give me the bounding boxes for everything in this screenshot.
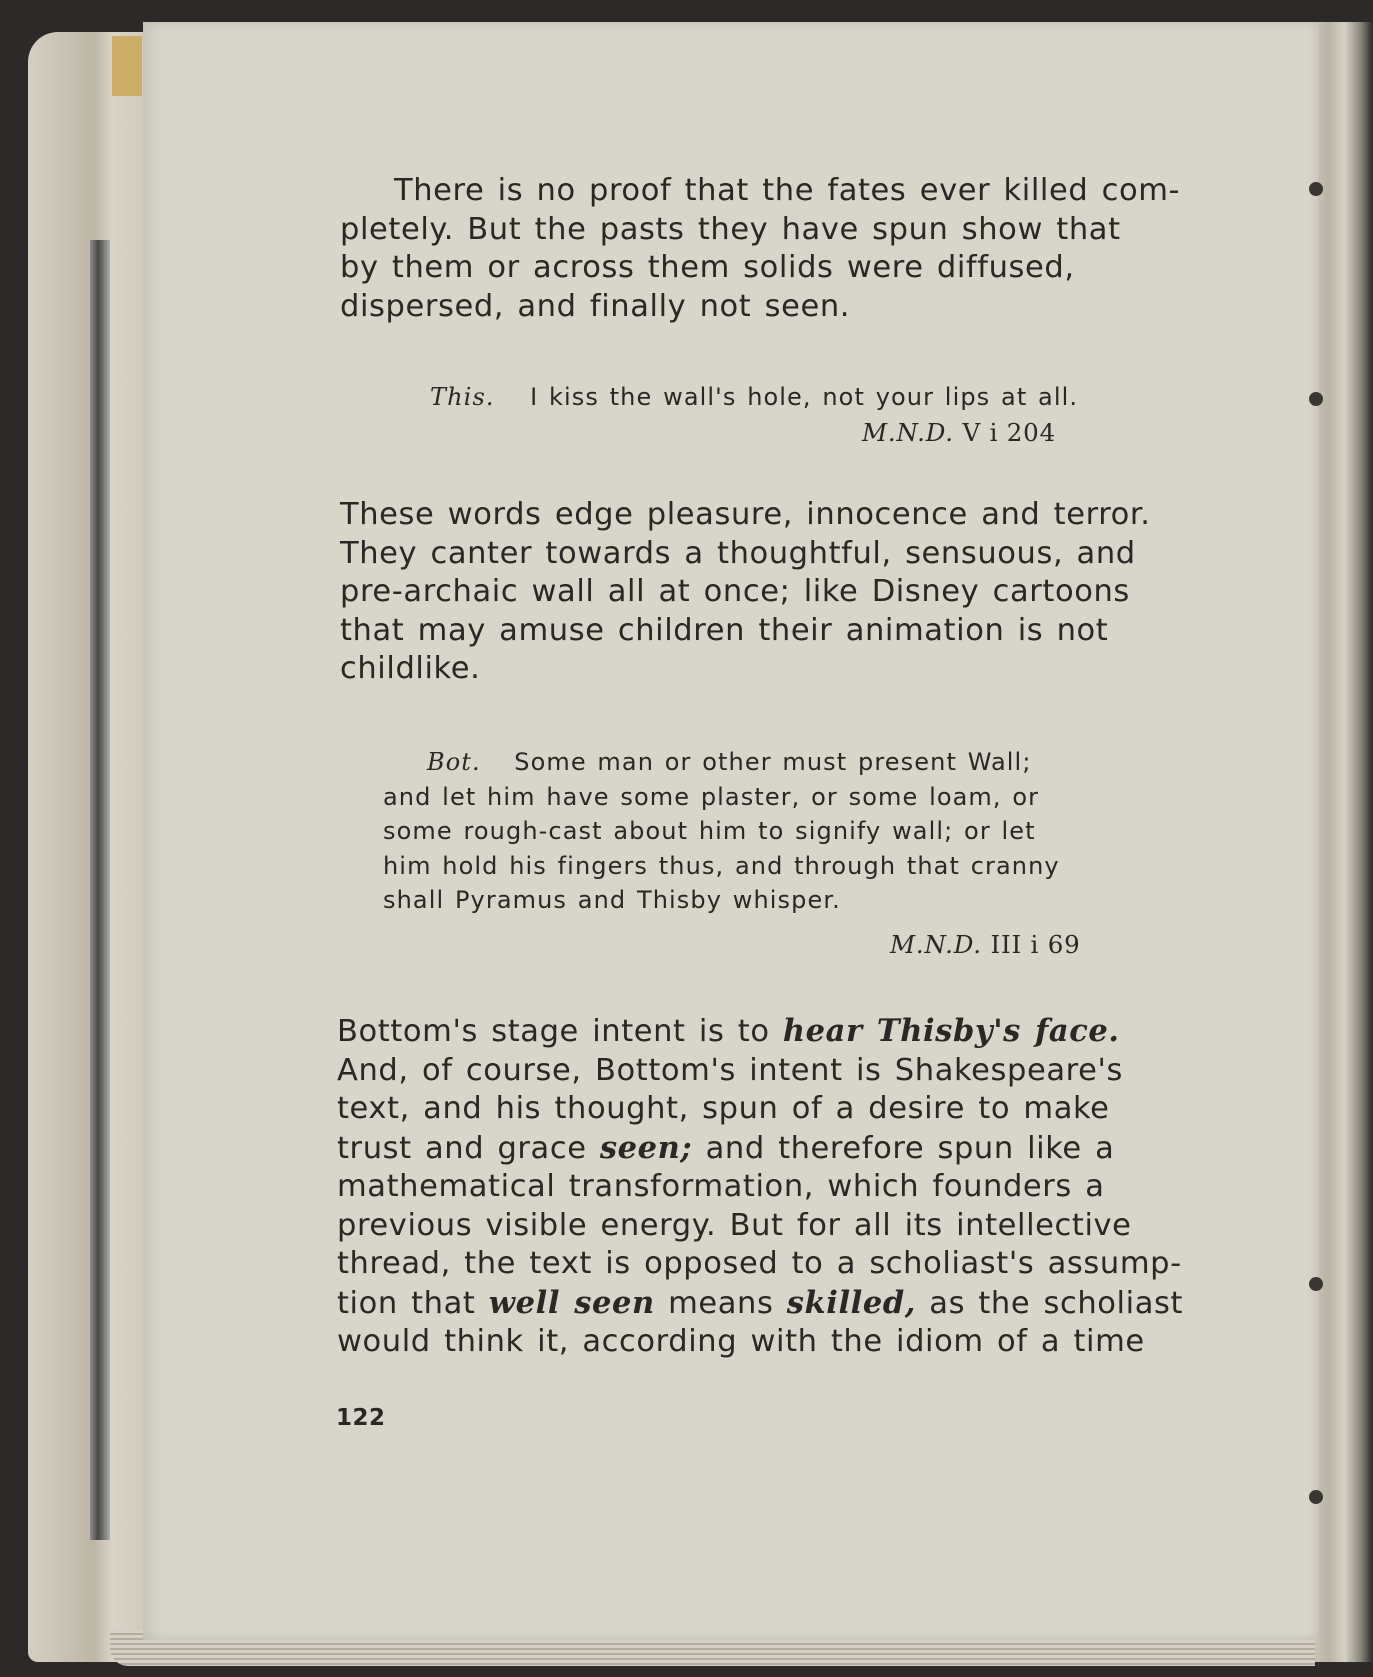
- spine-tab: [112, 36, 142, 96]
- paragraph-line: [337, 1129, 1167, 1169]
- quote-speaker: This.: [430, 383, 495, 411]
- paragraph-line: And, of course, Bottom's intent is Shakespeare's: [337, 1052, 1123, 1088]
- text-run: tion that: [337, 1285, 489, 1321]
- quote-text: Some man or other must present Wall;: [514, 748, 1032, 776]
- paragraph-1: [340, 172, 1181, 326]
- quote-speaker: Bot.: [427, 748, 481, 776]
- paragraph-line: They canter towards a thoughtful, sensuous, and: [340, 535, 1136, 571]
- binding-hole: [1309, 392, 1323, 406]
- paragraph-line: childlike.: [340, 651, 481, 686]
- paragraph-line: mathematical transformation, which founders a: [337, 1169, 1105, 1204]
- page-edges-right: [1310, 22, 1373, 1662]
- citation-play: M.N.D.: [862, 418, 954, 447]
- paragraph-line: text, and his thought, spun of a desire to make: [337, 1091, 1110, 1126]
- quote-line: [383, 745, 1143, 780]
- quote-line: shall Pyramus and Thisby whisper.: [383, 886, 841, 914]
- paragraph-line: pre-archaic wall all at once; like Disney cartoons: [340, 574, 1130, 609]
- citation-2: [890, 930, 1081, 959]
- emphasis: skilled,: [786, 1284, 916, 1321]
- quote-line: some rough-cast about him to signify wall; or let: [383, 817, 1036, 845]
- spine-tape: [90, 240, 110, 1540]
- citation-1: [862, 418, 1056, 447]
- text-run: trust and grace: [337, 1130, 600, 1166]
- quote-line: and let him have some plaster, or some loam, or: [383, 782, 1040, 811]
- page-number: 122: [336, 1405, 386, 1431]
- binding-hole: [1309, 1490, 1323, 1504]
- text-run: as the scholiast: [915, 1285, 1184, 1321]
- paragraph-line: There is no proof that the fates ever killed com-: [394, 173, 1181, 208]
- binding-hole: [1309, 1277, 1323, 1291]
- quote-1: [430, 380, 1130, 415]
- emphasis: hear Thisby's face.: [782, 1013, 1120, 1049]
- paragraph-2: [340, 496, 1170, 689]
- paragraph-line: would think it, according with the idiom of a time: [337, 1324, 1145, 1359]
- paragraph-line: by them or across them solids were diffused,: [340, 250, 1075, 285]
- paragraph-3: [337, 1012, 1184, 1362]
- paragraph-line: previous visible energy. But for all its intellective: [337, 1207, 1132, 1243]
- quote-2: [383, 745, 1143, 918]
- paragraph-line: that may amuse children their animation is not: [340, 612, 1109, 648]
- text-run: means: [654, 1285, 787, 1321]
- binding-hole: [1309, 182, 1323, 196]
- citation-ref: III i 69: [990, 930, 1081, 959]
- text-run: and therefore spun like a: [692, 1130, 1115, 1166]
- paragraph-line: thread, the text is opposed to a scholiast's assump-: [337, 1246, 1182, 1281]
- paragraph-line: These words edge pleasure, innocence and terror.: [340, 497, 1151, 532]
- paragraph-line: pletely. But the pasts they have spun show that: [340, 211, 1121, 247]
- quote-line: [430, 380, 1130, 415]
- paragraph-line: [337, 1012, 1167, 1052]
- quote-text: I kiss the wall's hole, not your lips at all.: [530, 383, 1079, 411]
- book-spine: [28, 32, 148, 1662]
- emphasis: seen;: [599, 1129, 693, 1166]
- emphasis: well seen: [488, 1284, 655, 1321]
- paragraph-line: [337, 1284, 1184, 1324]
- quote-line: him hold his fingers thus, and through that cranny: [383, 851, 1060, 880]
- paragraph-line: dispersed, and finally not seen.: [340, 288, 851, 324]
- citation-ref: V i 204: [962, 418, 1056, 447]
- citation-play: M.N.D.: [890, 930, 982, 959]
- text-run: Bottom's stage intent is to: [337, 1014, 783, 1049]
